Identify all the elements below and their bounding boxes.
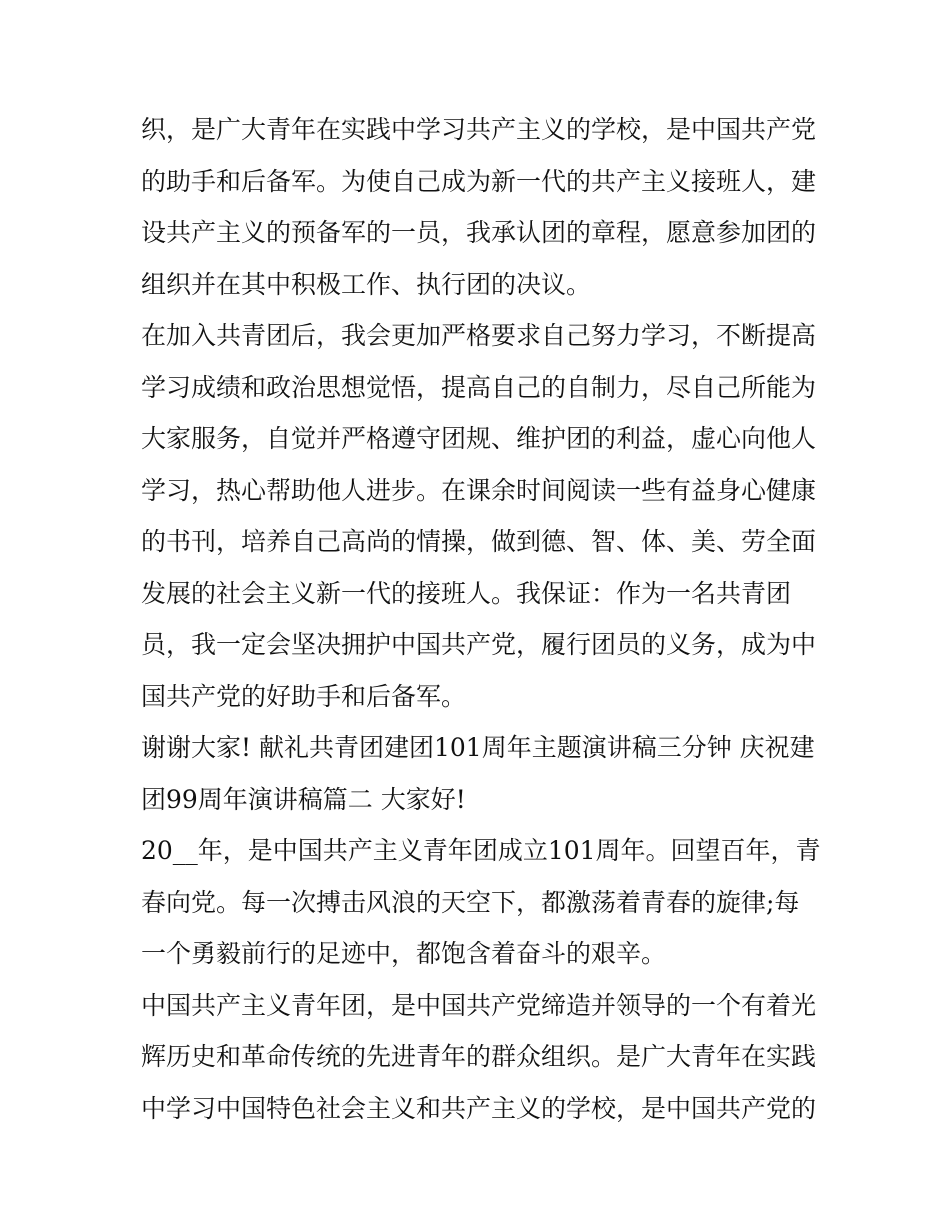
text-line: 辉历史和革命传统的先进青年的群众组织。是广大青年在实践	[141, 1042, 817, 1071]
text-line: 在加入共青团后，我会更加严格要求自己努力学习，不断提高	[141, 321, 817, 350]
text-line: 的书刊，培养自己高尚的情操，做到德、智、体、美、劳全面	[141, 527, 817, 556]
text-line: 谢谢大家! 献礼共青团建团101周年主题演讲稿三分钟 庆祝建	[141, 733, 815, 762]
text-line: 一个勇毅前行的足迹中，都饱含着奋斗的艰辛。	[141, 939, 667, 968]
text-line: 学习成绩和政治思想觉悟，提高自己的自制力，尽自己所能为	[141, 372, 817, 402]
text-line: 设共产主义的预备军的一员，我承认团的章程，愿意参加团的	[141, 218, 817, 247]
text-line: 团99周年演讲稿篇二 大家好!	[141, 784, 466, 814]
text-line: 发展的社会主义新一代的接班人。我保证：作为一名共青团	[141, 578, 792, 608]
text-line: 员，我一定会坚决拥护中国共产党，履行团员的义务，成为中	[141, 630, 817, 659]
text-line: 中学习中国特色社会主义和共产主义的学校，是中国共产党的	[141, 1093, 817, 1123]
document-body	[141, 104, 831, 1134]
text-line: 织，是广大青年在实践中学习共产主义的学校，是中国共产党	[141, 115, 817, 144]
text-line: 春向党。每一次搏击风浪的天空下，都激荡着青春的旋律;每	[141, 887, 800, 917]
text-line: 学习，热心帮助他人进步。在课余时间阅读一些有益身心健康	[141, 475, 817, 505]
text-line: 20__年，是中国共产主义青年团成立101周年。回望百年，青	[141, 836, 821, 865]
text-line: 组织并在其中积极工作、执行团的决议。	[141, 269, 592, 299]
text-line: 国共产党的好助手和后备军。	[141, 681, 467, 711]
text-line: 中国共产主义青年团，是中国共产党缔造并领导的一个有着光	[141, 990, 817, 1020]
text-line: 的助手和后备军。为使自己成为新一代的共产主义接班人，建	[141, 166, 817, 196]
text-line: 大家服务，自觉并严格遵守团规、维护团的利益，虚心向他人	[141, 424, 817, 453]
